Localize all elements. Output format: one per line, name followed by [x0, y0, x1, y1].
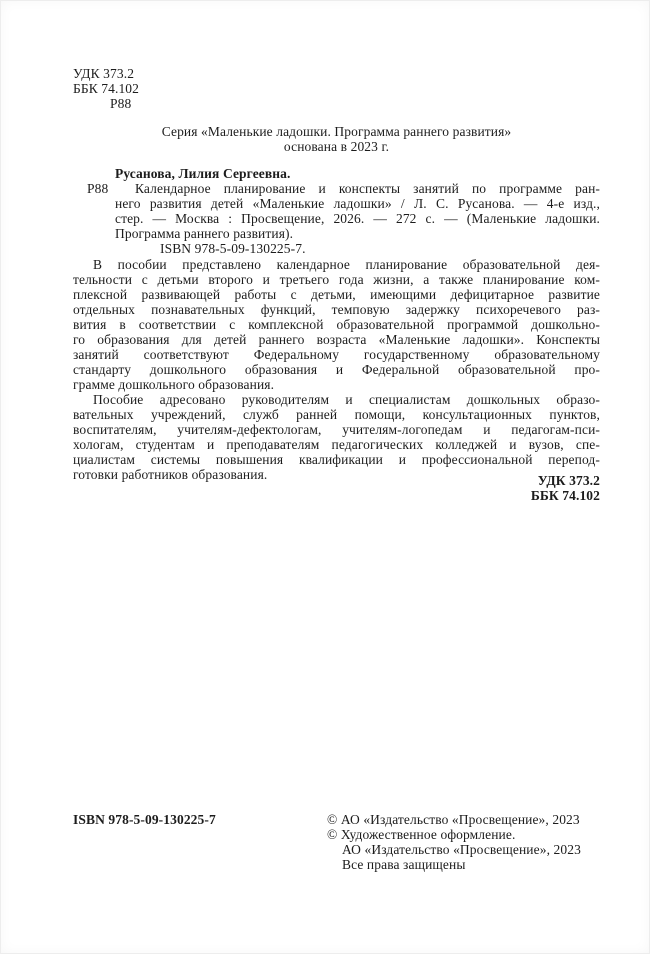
citation-line: Программа раннего развития).	[115, 226, 294, 241]
series-note	[73, 124, 600, 154]
author-sign-margin: Р88	[87, 181, 109, 196]
annotation-paragraph-2	[73, 392, 600, 482]
annotation-line: вития в соответствии с комплексной образовательной программой дошкольно-	[73, 317, 600, 332]
annotation-line: го образования для детей раннего возраста «Маленькие ладошки». Конспекты	[73, 332, 600, 347]
annotation-line: грамме дошкольного образования.	[73, 377, 275, 392]
bibliographic-record	[87, 166, 600, 256]
annotation-line: В пособии представлено календарное планирование образовательной дея-	[93, 257, 600, 272]
citation-line: Календарное планирование и конспекты занятий по программе ран-	[135, 181, 600, 196]
bibliographic-citation	[115, 181, 600, 241]
isbn-footer: ISBN 978-5-09-130225-7	[73, 812, 216, 827]
annotation-line: хологам, студентам и преподавателям педагогических колледжей и вузов, спе-	[73, 437, 600, 452]
copyright-block	[327, 812, 609, 872]
author-sign-top: Р88	[110, 96, 132, 111]
annotation-line: Пособие адресовано руководителям и специалистам дошкольных образо-	[93, 392, 600, 407]
bbk-code-bottom: ББК 74.102	[530, 488, 600, 503]
annotation-block	[73, 257, 600, 482]
annotation-line: занятий соответствуют Федеральному государственному образовательному	[73, 347, 600, 362]
isbn-citation: ISBN 978-5-09-130225-7.	[160, 241, 306, 256]
udk-code-top: УДК 373.2	[73, 66, 135, 81]
copyright-line: АО «Издательство «Просвещение», 2023	[342, 842, 581, 857]
udk-code-bottom: УДК 373.2	[537, 473, 600, 488]
annotation-line: циалистам системы повышения квалификации и профессиональной перепод-	[73, 452, 600, 467]
classification-codes-top	[73, 66, 139, 111]
citation-line: него развития детей «Маленькие ладошки» / Л. С. Русанова. — 4-е изд.,	[115, 196, 600, 211]
copyright-line: © АО «Издательство «Просвещение», 2023	[327, 812, 580, 827]
annotation-line: вательных учреждений, служб ранней помощи, консультационных пунктов,	[73, 407, 600, 422]
copyright-line: © Художественное оформление.	[327, 827, 516, 842]
series-founded: основана в 2023 г.	[283, 139, 390, 154]
annotation-line: тельности с детьми второго и третьего года жизни, а также планирование ком-	[73, 272, 600, 287]
annotation-line: воспитателям, учителям-дефектологам, учителям-логопедам и педагогам-пси-	[73, 422, 600, 437]
annotation-line: готовки работников образования.	[73, 467, 268, 482]
copyright-line: Все права защищены	[342, 857, 466, 872]
annotation-line: стандарту дошкольного образования и Федеральной образовательной про-	[73, 362, 600, 377]
classification-codes-bottom	[73, 473, 600, 503]
annotation-paragraph-1	[73, 257, 600, 392]
author-name: Русанова, Лилия Сергеевна.	[115, 166, 291, 181]
series-title: Серия «Маленькие ладошки. Программа раннего развития»	[161, 124, 512, 139]
annotation-line: плексной развивающей работы с детьми, имеющими дефицитарное развитие	[73, 287, 600, 302]
annotation-line: отдельных познавательных функций, темповую задержку психоречевого раз-	[73, 302, 600, 317]
bbk-code-top: ББК 74.102	[73, 81, 140, 96]
citation-line: стер. — Москва : Просвещение, 2026. — 272 с. — (Маленькие ладошки.	[115, 211, 600, 226]
